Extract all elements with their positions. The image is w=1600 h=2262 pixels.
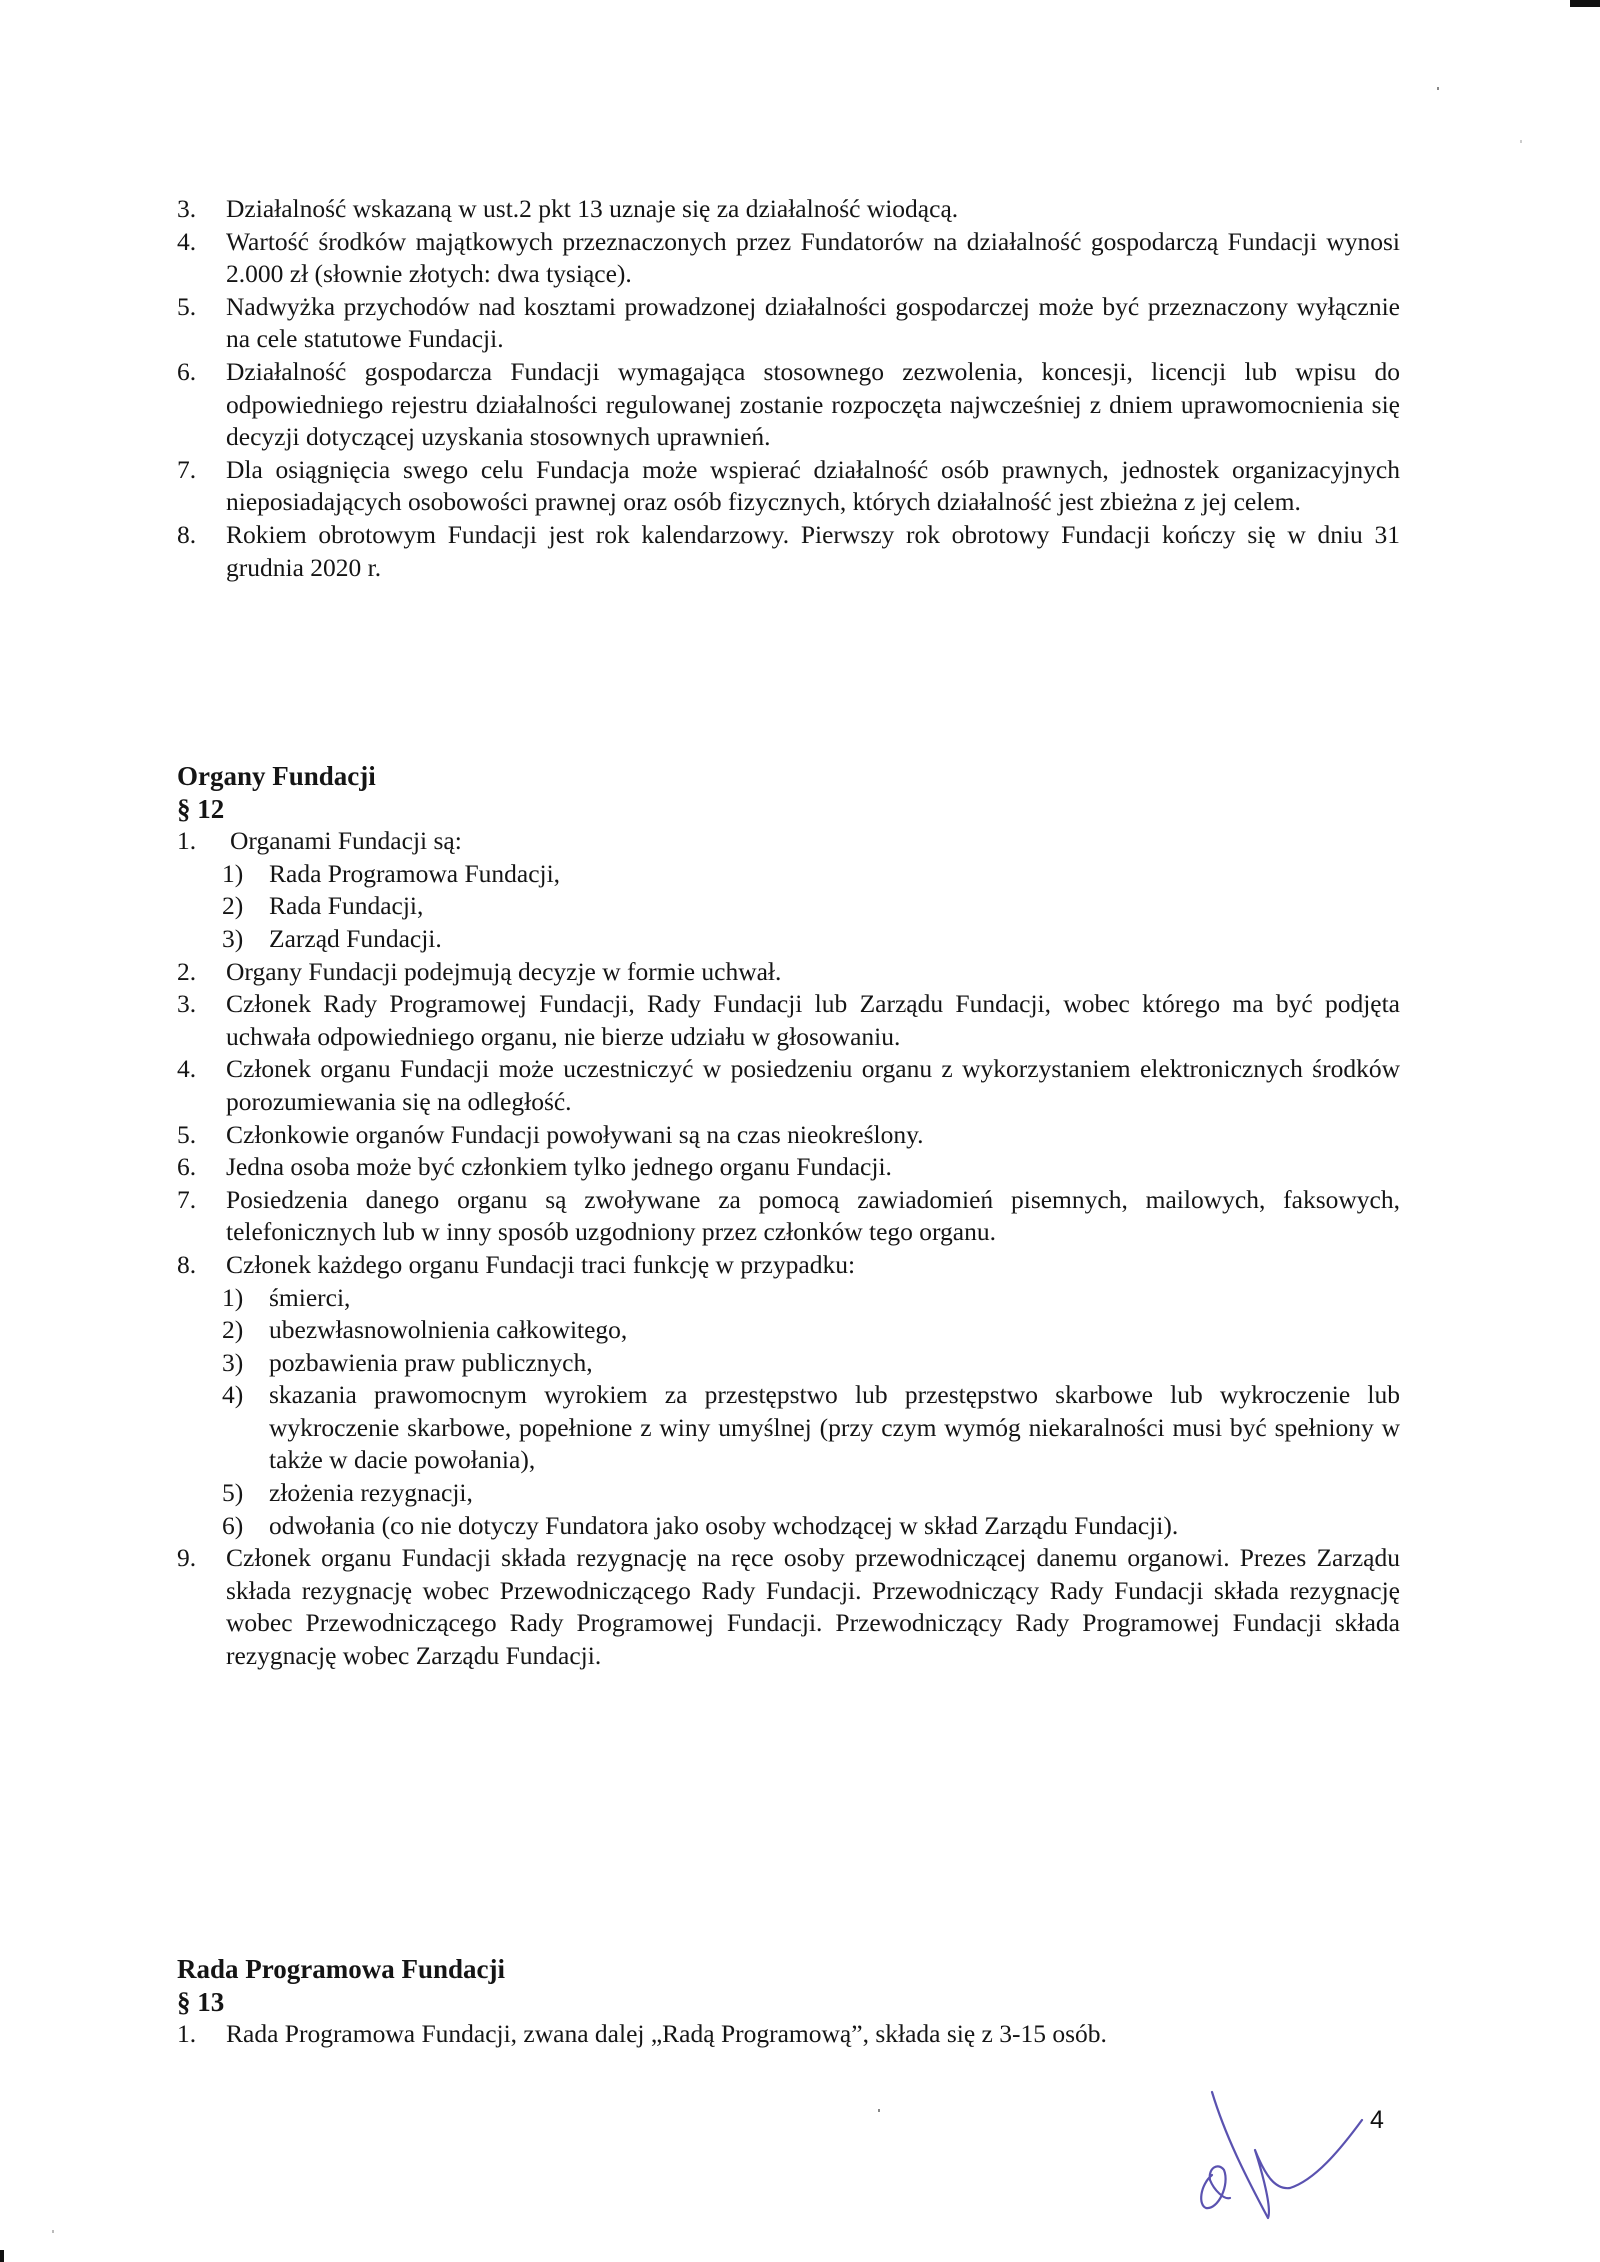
item-number: 2. [177, 956, 197, 986]
item-text: Posiedzenia danego organu są zwoływane za pomocą zawiadomień pisemnych, mailowych, faksowych, telefonicznych lub w inny sposób uzgodniony przez członków tego organu. [226, 1184, 1400, 1247]
sub-item-text: odwołania (co nie dotyczy Fundatora jako osoby wchodzącej w skład Zarządu Fundacji). [269, 1510, 1179, 1540]
list-item [177, 1119, 1400, 1152]
sub-item-text: Zarząd Fundacji. [269, 923, 442, 953]
item-text: Rada Programowa Fundacji, zwana dalej „Radą Programową”, składa się z 3-15 osób. [226, 2019, 1107, 2049]
item-text: Członek każdego organu Fundacji traci funkcję w przypadku: [226, 1249, 856, 1279]
section-12 [177, 760, 1400, 1673]
list-item [177, 454, 1400, 519]
list-item [177, 1542, 1400, 1672]
list-item [177, 1184, 1400, 1249]
item-number: 8. [177, 1249, 197, 1279]
page-number: 4 [1370, 2106, 1384, 2134]
item-number: 3. [177, 989, 197, 1019]
item-text: Organami Fundacji są: [230, 826, 462, 856]
scan-speck [52, 2230, 54, 2233]
list-item [177, 1151, 1400, 1184]
paragraph-number: § 12 [177, 793, 225, 824]
sub-item-text: Rada Programowa Fundacji, [269, 858, 561, 888]
item-text: Nadwyżka przychodów nad kosztami prowadzonej działalności gospodarczej może być przeznaczony wyłącznie na cele statutowe Fundacji. [226, 291, 1400, 354]
sub-item-text: Rada Fundacji, [269, 891, 424, 921]
item-number: 8. [177, 519, 197, 549]
sub-list-item [177, 923, 1400, 956]
sub-item-text: ubezwłasnowolnienia całkowitego, [269, 1315, 628, 1345]
list-item [177, 356, 1400, 454]
list-item [177, 1053, 1400, 1118]
sub-item-text: skazania prawomocnym wyrokiem za przestępstwo lub przestępstwo skarbowe lub wykroczenie lub wykroczenie skarbowe, popełnione z winy umyślnej (przy czym wymóg niekaralności musi być spełniony w także w dacie powołania), [269, 1380, 1400, 1475]
list-item [177, 2018, 1400, 2051]
item-text: Członek Rady Programowej Fundacji, Rady Fundacji lub Zarządu Fundacji, wobec którego ma być podjęta uchwała odpowiedniego organu, nie bierze udziału w głosowaniu. [226, 989, 1400, 1051]
signature-initials-icon [1190, 2080, 1390, 2250]
item-number: 6. [177, 1152, 197, 1182]
sub-item-number: 5) [222, 1478, 244, 1508]
sub-item-number: 3) [222, 1347, 244, 1377]
sub-list-item [177, 1314, 1400, 1347]
item-number: 5. [177, 1119, 197, 1149]
sub-item-number: 2) [222, 1315, 244, 1345]
item-text: Działalność gospodarcza Fundacji wymagająca stosownego zezwolenia, koncesji, licencji lub wpisu do odpowiedniego rejestru działalności regulowanej zostanie rozpoczęta najwcześniej z dniem uprawomocnienia się decyzji dotyczącej uzyskania stosownych uprawnień. [226, 356, 1400, 452]
sub-item-text: śmierci, [269, 1282, 351, 1312]
item-number: 4. [177, 1054, 197, 1084]
sub-list-item [177, 1347, 1400, 1380]
scan-speck [1437, 87, 1439, 90]
sub-list-item [177, 1477, 1400, 1510]
scan-artifact-mark [0, 2250, 4, 2262]
list-item [177, 1249, 1400, 1282]
sub-item-number: 1) [222, 858, 244, 888]
sub-item-number: 4) [222, 1380, 244, 1410]
item-number: 7. [177, 1184, 197, 1214]
item-number: 1. [177, 826, 197, 856]
list-item [177, 193, 1400, 226]
sub-list-item [177, 858, 1400, 891]
item-text: Rokiem obrotowym Fundacji jest rok kalendarzowy. Pierwszy rok obrotowy Fundacji kończy się w dniu 31 grudnia 2020 r. [226, 519, 1400, 582]
list-item [177, 825, 1400, 858]
list-item [177, 226, 1400, 291]
item-text: Działalność wskazaną w ust.2 pkt 13 uznaje się za działalność wiodącą. [226, 194, 959, 223]
item-number: 6. [177, 356, 197, 386]
sub-list-item [177, 1379, 1400, 1477]
section-13 [177, 1953, 1400, 2051]
item-number: 3. [177, 194, 197, 223]
sub-item-number: 1) [222, 1282, 244, 1312]
sub-list-item [177, 1510, 1400, 1543]
scan-speck [878, 2109, 880, 2112]
sub-item-number: 6) [222, 1510, 244, 1540]
sub-list-item [177, 890, 1400, 923]
item-text: Członkowie organów Fundacji powoływani są na czas nieokreślony. [226, 1119, 924, 1149]
item-text: Jedna osoba może być członkiem tylko jednego organu Fundacji. [226, 1152, 892, 1182]
item-text: Dla osiągnięcia swego celu Fundacja może wspierać działalność osób prawnych, jednostek organizacyjnych nieposiadających osobowości prawnej oraz osób fizycznych, których działalność jest zbieżna z jej celem. [226, 454, 1400, 517]
sub-item-text: złożenia rezygnacji, [269, 1478, 473, 1508]
list-item [177, 519, 1400, 584]
item-number: 7. [177, 454, 197, 484]
item-number: 1. [177, 2019, 197, 2049]
paragraph-number: § 13 [177, 1986, 225, 2017]
item-text: Członek organu Fundacji składa rezygnację na ręce osoby przewodniczącej danemu organowi. Prezes Zarządu składa rezygnację wobec Przewodniczącego Rady Fundacji. Przewodniczący Rady Fundacji składa rezygnację wobec Przewodniczącego Rady Programowej Fundacji. Przewodniczący Rady Programowej Fundacji składa rezygnację wobec Zarządu Fundacji. [226, 1543, 1400, 1671]
item-number: 4. [177, 226, 197, 256]
sub-item-number: 3) [222, 923, 244, 953]
item-number: 5. [177, 291, 197, 321]
scan-speck [1520, 140, 1522, 143]
item-number: 9. [177, 1543, 197, 1573]
item-text: Organy Fundacji podejmują decyzje w formie uchwał. [226, 956, 782, 986]
sub-item-number: 2) [222, 891, 244, 921]
item-text: Członek organu Fundacji może uczestniczyć w posiedzeniu organu z wykorzystaniem elektronicznych środków porozumiewania się na odległość. [226, 1054, 1400, 1116]
sub-list-item [177, 1282, 1400, 1315]
section-11-continued [177, 193, 1400, 584]
item-text: Wartość środków majątkowych przeznaczonych przez Fundatorów na działalność gospodarczą Fundacji wynosi 2.000 zł (słownie złotych: dwa tysiące). [226, 226, 1400, 289]
section-title: Rada Programowa Fundacji [177, 1954, 505, 1984]
scan-artifact-mark [1570, 0, 1600, 7]
list-item [177, 291, 1400, 356]
section-title: Organy Fundacji [177, 761, 376, 791]
sub-item-text: pozbawienia praw publicznych, [269, 1347, 593, 1377]
list-item [177, 988, 1400, 1053]
list-item [177, 956, 1400, 989]
